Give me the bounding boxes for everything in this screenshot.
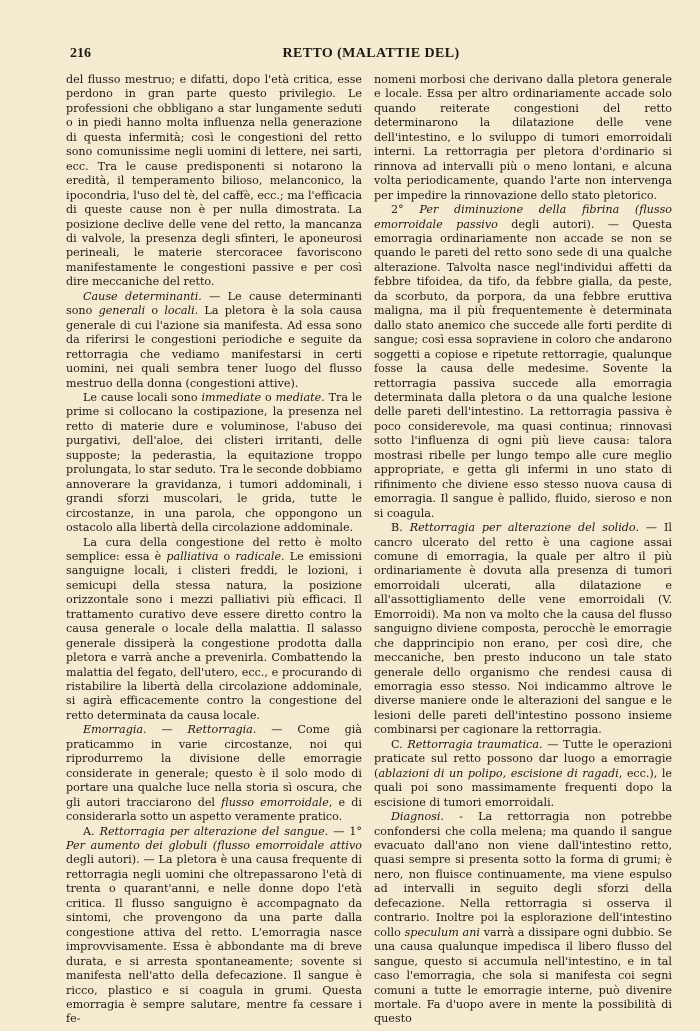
paragraph	[374, 738, 672, 810]
paragraph	[374, 521, 672, 738]
text-run: varrà a dissipare ogni dubbio. Se una causa qualunque impedisca il libero flusso del sangue, questo si accumula nell'intestino, e in tal caso l'emorragia, che sola si manifesta coi segni comuni a tutte le emorragie interne, può divenire mortale. Fa d'uopo avere in mente la possibilità di questo	[374, 925, 672, 1026]
paragraph	[374, 203, 672, 521]
text-run: B.	[391, 521, 410, 535]
text-run: nomeni morbosi che derivano dalla pletora generale e locale. Essa per altro ordinariamente accade solo quando reiterate congestioni del retto determinarono la dilatazione delle vene dell'intestino, e lo sviluppo di tumori emorroidali interni. La rettorragia per pletora d'ordinario si rinnova ad intervalli più o meno lontani, e alcuna volta periodicamente, quando l'arte non intervenga per impedire la rinnovazione dello stato pletorico.	[374, 73, 672, 202]
text-run: , ecc.), le quali poi sono massimamente frequenti dopo la escisione di tumori emorroidali.	[374, 766, 672, 809]
italic-run: Per diminuzione della fibrina (flusso emorroidale passivo	[374, 203, 672, 231]
italic-run: flusso emorroidale	[221, 795, 329, 809]
paragraph	[374, 73, 672, 203]
paragraph	[66, 73, 362, 290]
text-run: o	[145, 304, 165, 318]
text-run: — Tutte le operazioni praticate sul retto possono dar luogo a emorragie (	[374, 737, 672, 780]
italic-run: Diagnosi.	[391, 810, 444, 824]
italic-run: Rettorragia per alterazione del solido.	[409, 521, 639, 535]
text-run: degli autori). — Questa emorragia ordinariamente non accade se non se quando le pareti del retto sono sede di una qualche alterazione. Talvolta nasce negl'individui affetti da febbre tifoidea, da tifo, da febbre gialla, da peste, da scorbuto, da porpora, da una febbre eruttiva maligna, ma il più frequentemente è determinata dallo stato anemico che succede alle forti perdite di sangue; così essa sopraviene in coloro che andarono soggetti a copiose e ripetute rettorragie, qualunque fosse la causa delle medesime. Sovente la rettorragia passiva succede alla emorragia determinata dalla pletora o da una qualche lesione delle pareti dell'intestino. La rettorragia passiva è poco considerevole, ma quasi continua; rinnovasi sotto l'influenza di ogni più lieve causa: talora mostrasi ribelle per lungo tempo alle cure meglio appropriate, e getta gli infermi in uno stato di rifinimento che diviene esso stesso nuova causa di emorragia. Il sangue è pallido, fluido, sieroso e non si coagula.	[374, 217, 673, 520]
italic-run: immediate	[201, 390, 262, 404]
text-run: Le emissioni sanguigne locali, i clisteri freddi, le lozioni, i semicupi della stessa natura, la posizione orizzontale sono i mezzi palliativi più efficaci. Il trattamento curativo deve essere diretto contro la causa generale o locale della malattia. Il salasso generale dissiperà la congestione prodotta dalla pletora e varrà anche a prevenirla. Combattendo la malattia del fegato, dell'utero, ecc., e procurando di ristabilire la libertà della circolazione addominale, si agirà efficacemente contro la congestione del retto determinata da causa locale.	[66, 549, 362, 722]
page-header	[70, 46, 672, 64]
italic-run: Per aumento dei globuli (flusso emorroidale attivo	[66, 839, 362, 853]
italic-run: Rettorragia per alterazione del sangue.	[99, 824, 329, 838]
italic-run: Emorragia.	[83, 723, 147, 737]
italic-run: generali	[98, 304, 146, 318]
text-run: — Come già praticammo in varie circostanze, noi qui riprodurremo la divisione delle emorragie considerate in generale; questo è il solo modo di portare una qualche luce nella storia sì oscura, che gli autori tracciarono del	[66, 723, 362, 809]
text-run: La pletora è la sola causa generale di cui l'azione sia manifesta. Ad essa sono da riferirsi le congestioni periodiche e seguite da rettorragia che vediamo manifestarsi in certi uomini, nei quali sembra tener luogo del flusso mestruo della donna (congestioni attive).	[66, 304, 362, 390]
paragraph	[66, 723, 362, 824]
text-run: , e di considerarla sotto un aspetto veramente pratico.	[66, 795, 362, 824]
running-title: RETTO (MALATTIE DEL)	[282, 46, 460, 61]
paragraph	[66, 391, 362, 536]
italic-run: speculum ani	[404, 925, 480, 939]
italic-run: Cause determinanti.	[83, 289, 202, 303]
italic-run: mediate.	[275, 390, 325, 404]
text-run: C.	[391, 737, 408, 751]
italic-run: palliativa	[166, 549, 219, 563]
text-run: A.	[83, 824, 100, 838]
page-number: 216	[70, 46, 91, 61]
italic-run: ablazioni di un polipo, escisione di ragadi	[378, 766, 619, 780]
right-column	[374, 73, 673, 1026]
text-run: del flusso mestruo; e difatti, dopo l'età critica, esse perdono in gran parte questo privilegio. Le professioni che obbligano a star lungamente seduti o in piedi hanno molta influenza nella generazione di questa infermità; così le congestioni del retto sono comunissime negli uomini di lettere, nei sarti, ecc. Tra le cause predisponenti si notarono la eredità, il temperamento bilioso, melanconico, la ipocondria, l'uso del tè, del caffè, ecc.; ma l'efficacia di queste cause non è per nulla dimostrata. La posizione declive delle vene del retto, la mancanza di valvole, la presenza degli sfinteri, le aponeurosi perineali, le materie stercoracee favoriscono manifestamente le congestioni passive e per così dire meccaniche del retto.	[66, 73, 362, 289]
text-run: — Le cause determinanti sono	[66, 289, 362, 318]
text-run: Tra le prime si collocano la costipazione, la presenza nel retto di materie dure e voluminose, l'abuso dei purgativi, dell'aloe, dei clisteri irritanti, delle supposte; la pederastia, la equitazione troppo prolungata, lo star seduto. Tra le seconde dobbiamo annoverare la gravidanza, i tumori addominali, i grandi sforzi muscolari, le grida, tutte le circostanze, in una parola, che oppongono un ostacolo alla libertà della circolazione addominale.	[66, 390, 363, 535]
paragraph	[66, 536, 362, 724]
text-run: degli autori). — La pletora è una causa frequente di rettorragia negli uomini che oltrepassarono l'età di trenta o quarant'anni, e nelle donne dopo l'età critica. Il flusso sanguigno è accompagnato da sintomi, che provengono da una parte dalla congestione attiva del retto. L'emorragia nasce improvvisamente. Essa è abbondante ma di breve durata, e si arresta spontaneamente; sovente si manifesta nell'atto della defecazione. Il sangue è ricco, plastico e si coagula in grumi. Questa emorragia è sempre salutare, mentre fa cessare i fe-	[66, 853, 362, 1026]
paragraph	[66, 290, 362, 391]
text-run: — 1°	[328, 824, 362, 838]
italic-run: Rettorragia.	[187, 723, 257, 737]
paragraph	[66, 825, 362, 1027]
italic-run: Rettorragia traumatica.	[407, 737, 543, 751]
italic-run: radicale.	[235, 549, 285, 563]
italic-run: locali.	[164, 304, 199, 318]
text-run: o	[261, 390, 276, 404]
text-run: — Il cancro ulcerato del retto è una cagione assai comune di emorragia, la quale per altro il più ordinariamente è dovuta alla presenza di tumori emorroidali ulcerati, alla dilatazione e all'assottigliamento delle vene emorroidali (V. Emorroidi). Ma non va molto che la causa del flusso sanguigno diviene composta, perocchè le emorragie che dapprincipio non erano, per così dire, che meccaniche, ben presto inducono un tale stato generale dello organismo che rendesi causa di emorragia esso stesso. Noi indicammo altrove le diverse maniere onde le alterazioni del sangue e le lesioni delle pareti dell'intestino possono insieme combinarsi per cagionare la rettorragia.	[374, 521, 672, 737]
text-run: —	[146, 723, 188, 737]
paragraph	[374, 810, 672, 1027]
text-run: o	[218, 549, 236, 563]
text-run: - La rettorragia non potrebbe confondersi che colla melena; ma quando il sangue evacuato dall'ano non viene dall'intestino retto, quasi sempre si presenta sotto la forma di grumi; è nero, non fluisce continuamente, ma viene espulso ad intervalli in seguito degli sforzi della defecazione. Nella rettorragia si osserva il contrario. Inoltre poi la esplorazione dell'intestino collo	[374, 810, 672, 939]
text-run: Le cause locali sono	[83, 390, 202, 404]
left-column	[66, 73, 363, 1026]
text-run: La cura della congestione del retto è molto semplice: essa è	[66, 535, 362, 563]
text-run: 2°	[391, 203, 420, 217]
